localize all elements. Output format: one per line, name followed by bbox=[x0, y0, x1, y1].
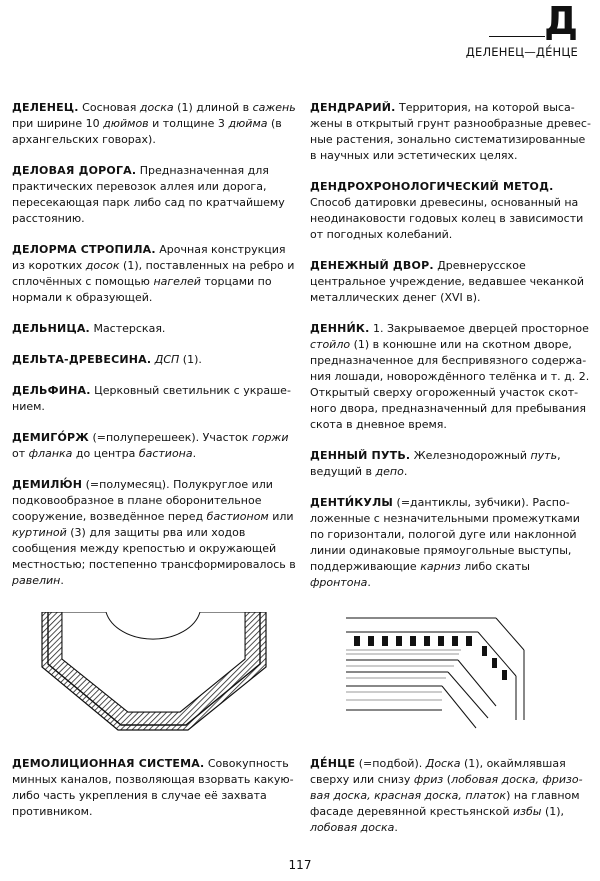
entry-term: ДЕННИ́К. bbox=[310, 322, 370, 335]
entry-demolition-system bbox=[12, 756, 297, 835]
cross-reference: фриз bbox=[413, 773, 444, 786]
entry-term: ДЕЛЬТА-ДРЕВЕСИНА. bbox=[12, 353, 152, 366]
cross-reference: дюймов bbox=[103, 117, 149, 130]
entry-term: ДЕНДРОХРОНОЛОГИЧЕСКИЙ МЕТОД. bbox=[310, 180, 554, 193]
cross-reference: карниз bbox=[420, 560, 461, 573]
dictionary-entry: ДЕЛОРМА СТРОПИЛА. Арочная конструкция из коротких досок (1), поставленных на ребро и сплочённых с помощью нагелей торцами по нормали к образующей. bbox=[12, 243, 295, 304]
entry-term: ДЕННЫЙ ПУТЬ. bbox=[310, 449, 411, 462]
entry-term: ДЕНТИ́КУЛЫ bbox=[310, 496, 394, 509]
dictionary-entry: ДЕЛЕНЕЦ. Сосновая доска (1) длиной в сажень при ширине 10 дюймов и толщине 3 дюйма (в архангельских говорах). bbox=[12, 101, 296, 146]
cross-reference: нагелей bbox=[153, 275, 201, 288]
entry-term: ДЕЛЕНЕЦ. bbox=[12, 101, 79, 114]
dictionary-entry: ДЕЛЬНИЦА. Мастерская. bbox=[12, 322, 166, 335]
dictionary-entry: ДЕ́НЦЕ (=подбой). Доска (1), окаймлявшая сверху или снизу фриз (лобовая доска, фризовая доска, красная доска, платок) на главном фасаде деревянной крестьянской избы (1), лобовая доска. bbox=[310, 757, 583, 834]
dictionary-entry: ДЕЛОВАЯ ДОРОГА. Предназначенная для практических перевозок аллея или дорога, пересекающая парк либо сад по кратчайшему расстоянию. bbox=[12, 164, 285, 225]
cross-reference: сажень bbox=[252, 101, 296, 114]
dictionary-entry: ДЕЛЬТА-ДРЕВЕСИНА. ДСП (1). bbox=[12, 353, 202, 366]
cross-reference: досок bbox=[85, 259, 120, 272]
entry-term: ДЕЛЬНИЦА. bbox=[12, 322, 90, 335]
cross-reference: избы bbox=[513, 805, 542, 818]
page-range-header: ДЕЛЕНЕЦ—ДЕ́НЦЕ bbox=[465, 45, 578, 59]
dictionary-entry: ДЕМИГО́РЖ (=полуперешеек). Участок горжи от фланка до центра бастиона. bbox=[12, 431, 289, 460]
cross-reference: горжи bbox=[251, 431, 289, 444]
entry-term: ДЕЛОВАЯ ДОРОГА. bbox=[12, 164, 137, 177]
denticles-illustration bbox=[346, 610, 526, 730]
cross-reference: лобовая доска, фризовая доска, красная доска, платок bbox=[310, 773, 583, 802]
cross-reference: фланка bbox=[28, 447, 73, 460]
cross-reference: ДСП bbox=[154, 353, 180, 366]
entry-term: ДЕЛЬФИНА. bbox=[12, 384, 91, 397]
entry-term: ДЕНДРАРИЙ. bbox=[310, 101, 396, 114]
dictionary-entry: ДЕННИ́К. 1. Закрываемое дверцей просторное стойло (1) в конюшне или на скотном дворе, предназначенное для беспривязного содержания лошади, новорождённого телёнка и т. д. 2. Открытый сверху огороженный участок скотного двора, предназначенный для пребывания скота в дневное время. bbox=[310, 322, 590, 431]
entry-term: ДЕМИЛЮ́Н bbox=[12, 478, 83, 491]
dictionary-entry: ДЕННЫЙ ПУТЬ. Железнодорожный путь, ведущий в депо. bbox=[310, 449, 561, 478]
cross-reference: путь bbox=[530, 449, 558, 462]
cross-reference: лобовая доска bbox=[310, 821, 395, 834]
header-rule bbox=[489, 36, 545, 37]
cross-reference: стойло bbox=[310, 338, 351, 351]
cross-reference: доска bbox=[139, 101, 174, 114]
entry-dentse bbox=[310, 756, 592, 851]
dictionary-entry: ДЕЛЬФИНА. Церковный светильник с украшением. bbox=[12, 384, 291, 413]
entry-term: ДЕЛОРМА СТРОПИЛА. bbox=[12, 243, 156, 256]
dictionary-entry: ДЕНДРАРИЙ. Территория, на которой высажены в открытый грунт разнообразные древесные растения, зонально систематизированные в научных или эстетических целях. bbox=[310, 101, 591, 162]
dictionary-entry: ДЕМОЛИЦИОННАЯ СИСТЕМА. Совокупность минных каналов, позволяющая взорвать какую-либо часть укрепления в случае её захвата противником. bbox=[12, 757, 294, 818]
left-column bbox=[12, 100, 297, 604]
dictionary-entry: ДЕМИЛЮ́Н (=полумесяц). Полукруглое или подковообразное в плане оборонительное сооружение, возведённое перед бастионом или куртиной (3) для защиты рва или ходов сообщения между крепостью и окружающей местностью; постепенно трансформировалось в равелин. bbox=[12, 478, 296, 587]
dictionary-entry: ДЕНТИ́КУЛЫ (=дантиклы, зубчики). Расположенные с незначительными промежутками по горизонтали, пологой дуге или наклонной линии одинаковые прямоугольные выступы, поддерживающие карниз либо скаты фронтона. bbox=[310, 496, 580, 589]
cross-reference: бастионом bbox=[206, 510, 269, 523]
cross-reference: бастиона bbox=[138, 447, 193, 460]
dictionary-entry: ДЕНЕЖНЫЙ ДВОР. Древнерусское центральное учреждение, ведавшее чеканкой металлических денег (XVI в). bbox=[310, 259, 584, 304]
demilune-illustration bbox=[40, 612, 270, 732]
page-number: 117 bbox=[288, 858, 312, 872]
section-letter: Д bbox=[544, 0, 578, 43]
entry-term: ДЕМИГО́РЖ bbox=[12, 431, 89, 444]
cross-reference: равелин bbox=[12, 574, 61, 587]
cross-reference: депо bbox=[375, 465, 404, 478]
entry-term: ДЕ́НЦЕ bbox=[310, 757, 356, 770]
cross-reference: Доска bbox=[425, 757, 461, 770]
entry-term: ДЕНЕЖНЫЙ ДВОР. bbox=[310, 259, 434, 272]
cross-reference: дюйма bbox=[228, 117, 268, 130]
right-column bbox=[310, 100, 592, 606]
dictionary-entry: ДЕНДРОХРОНОЛОГИЧЕСКИЙ МЕТОД. Способ датировки древесины, основанный на неодинаковости годовых колец в зависимости от погодных колебаний. bbox=[310, 180, 584, 241]
cross-reference: фронтона bbox=[310, 576, 368, 589]
cross-reference: куртиной bbox=[12, 526, 67, 539]
entry-term: ДЕМОЛИЦИОННАЯ СИСТЕМА. bbox=[12, 757, 205, 770]
